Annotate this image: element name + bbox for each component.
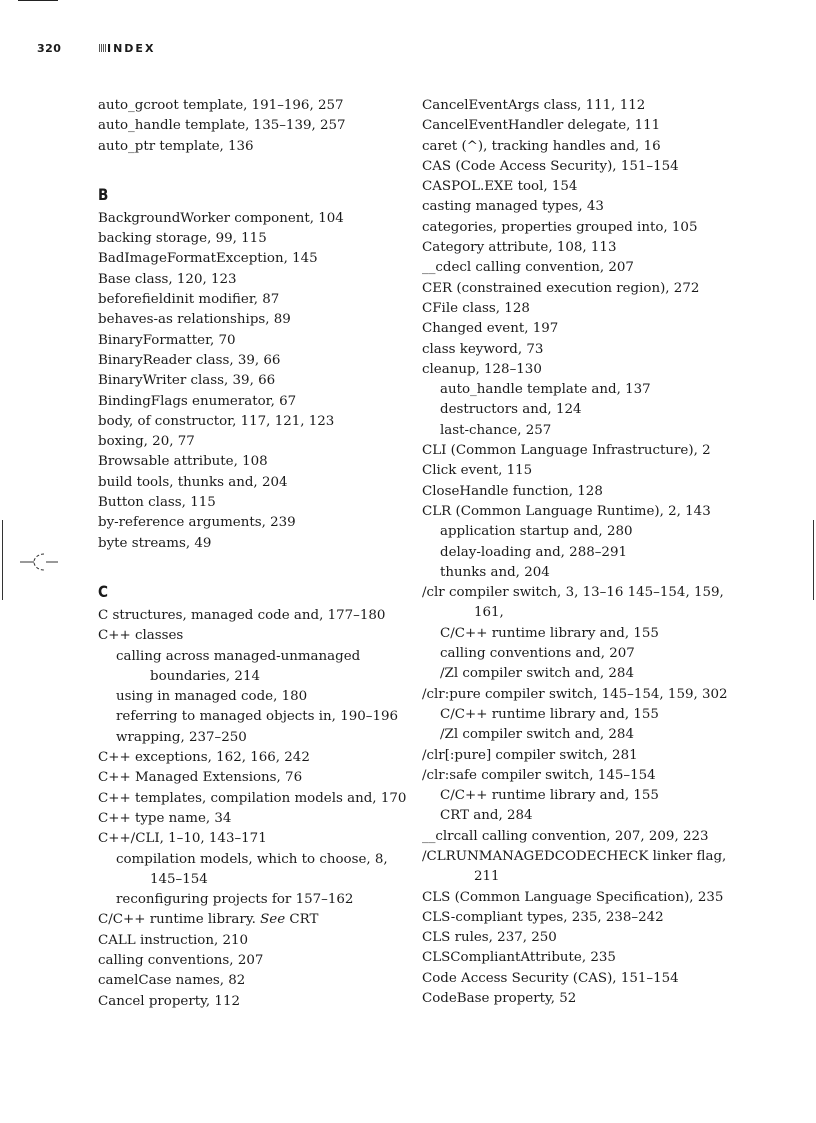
index-entry: casting managed types, 43 — [422, 199, 604, 215]
left-crop-mark — [2, 520, 3, 600]
index-entry: calling conventions, 207 — [98, 952, 264, 968]
index-entry: CancelEventArgs class, 111, 112 — [422, 98, 646, 113]
index-continuation: 161, — [474, 605, 504, 621]
index-continuation: 211 — [474, 869, 500, 885]
index-entry: boxing, 20, 77 — [98, 434, 195, 450]
index-entry: CLS (Common Language Specification), 235 — [422, 889, 724, 905]
index-entry: BadImageFormatException, 145 — [98, 251, 318, 267]
index-entry: Base class, 120, 123 — [98, 271, 237, 287]
index-entry: CodeBase property, 52 — [422, 991, 577, 1007]
index-entry: CLI (Common Language Infrastructure), 2 — [422, 443, 711, 459]
index-entry: cleanup, 128–130 — [422, 361, 542, 377]
top-crop-rule — [18, 0, 58, 1]
index-entry: /CLRUNMANAGEDCODECHECK linker flag, — [422, 848, 727, 864]
index-entry: auto_handle template, 135–139, 257 — [98, 118, 346, 134]
index-subentry: C/C++ runtime library and, 155 — [440, 788, 659, 804]
index-subentry: destructors and, 124 — [440, 402, 582, 418]
index-entry: /clr compiler switch, 3, 13–16 145–154, 159, — [422, 585, 724, 601]
index-subentry: referring to managed objects in, 190–196 — [116, 709, 399, 725]
index-subentry: auto_handle template and, 137 — [440, 382, 651, 398]
index-entry: C++ templates, compilation models and, 170 — [98, 790, 407, 806]
index-subentry: compilation models, which to choose, 8, — [116, 851, 388, 867]
section-title: INDEX — [107, 42, 156, 55]
index-entry: Changed event, 197 — [422, 321, 559, 337]
index-entry: build tools, thunks and, 204 — [98, 474, 288, 490]
index-entry: C++ Managed Extensions, 76 — [98, 770, 303, 786]
index-entry: behaves-as relationships, 89 — [98, 312, 291, 328]
index-subentry: thunks and, 204 — [440, 564, 550, 580]
index-entry: CFile class, 128 — [422, 300, 530, 316]
index-subentry: delay-loading and, 288–291 — [440, 544, 627, 560]
index-entry: C++ exceptions, 162, 166, 242 — [98, 750, 310, 766]
index-subentry: C/C++ runtime library and, 155 — [440, 625, 659, 641]
right-crop-mark — [813, 520, 814, 600]
index-subentry: reconfiguring projects for 157–162 — [116, 892, 354, 908]
index-entry: BinaryFormatter, 70 — [98, 332, 236, 348]
index-entry: C structures, managed code and, 177–180 — [98, 607, 386, 623]
letter-heading-c: C — [98, 581, 108, 601]
index-entry: CancelEventHandler delegate, 111 — [422, 118, 661, 134]
index-entry: /clr[:pure] compiler switch, 281 — [422, 747, 638, 763]
index-entry: C++ classes — [98, 628, 184, 644]
index-entry: CLS rules, 237, 250 — [422, 930, 557, 946]
index-subentry: /Zl compiler switch and, 284 — [440, 727, 634, 743]
index-entry: backing storage, 99, 115 — [98, 231, 267, 247]
index-entry: by-reference arguments, 239 — [98, 515, 296, 531]
index-entry: __clrcall calling convention, 207, 209, 223 — [422, 828, 709, 844]
index-continuation: boundaries, 214 — [150, 668, 260, 684]
index-entry: CASPOL.EXE tool, 154 — [422, 179, 578, 195]
index-entry-see-crt — [98, 910, 408, 930]
index-entry: Click event, 115 — [422, 463, 533, 479]
registration-mark — [20, 550, 60, 574]
index-subentry: CRT and, 284 — [440, 808, 533, 824]
index-entry: CloseHandle function, 128 — [422, 483, 603, 499]
index-entry: C++ type name, 34 — [98, 810, 232, 826]
letter-heading-b: B — [98, 184, 109, 204]
index-subentry: /Zl compiler switch and, 284 — [440, 666, 634, 682]
index-subentry: application startup and, 280 — [440, 524, 633, 540]
see-reference: See — [260, 912, 286, 928]
index-entry: BinaryReader class, 39, 66 — [98, 352, 281, 368]
index-entry: __cdecl calling convention, 207 — [422, 260, 634, 276]
index-subentry: wrapping, 237–250 — [116, 729, 247, 745]
index-entry: Cancel property, 112 — [98, 993, 240, 1009]
index-entry: BackgroundWorker component, 104 — [98, 210, 344, 226]
index-entry: Code Access Security (CAS), 151–154 — [422, 970, 679, 986]
index-entry: Category attribute, 108, 113 — [422, 240, 617, 256]
index-entry: auto_ptr template, 136 — [98, 138, 254, 154]
index-entry: CALL instruction, 210 — [98, 932, 249, 948]
see-target: CRT — [285, 912, 319, 928]
index-entry: categories, properties grouped into, 105 — [422, 219, 698, 235]
index-entry: CLSCompliantAttribute, 235 — [422, 950, 616, 966]
index-entry: class keyword, 73 — [422, 341, 544, 357]
index-entry: BindingFlags enumerator, 67 — [98, 393, 297, 409]
page-number: 320 — [37, 42, 62, 55]
index-continuation: 145–154 — [150, 871, 208, 887]
index-subentry: last-chance, 257 — [440, 422, 552, 438]
index-entry: byte streams, 49 — [98, 535, 212, 551]
index-entry: BinaryWriter class, 39, 66 — [98, 373, 276, 389]
index-entry: CLR (Common Language Runtime), 2, 143 — [422, 503, 711, 519]
index-entry: /clr:pure compiler switch, 145–154, 159, 302 — [422, 686, 728, 702]
index-subentry: using in managed code, 180 — [116, 689, 308, 705]
entry-text: C/C++ runtime library. — [98, 912, 261, 928]
index-entry: camelCase names, 82 — [98, 973, 246, 989]
left-index-column — [98, 96, 408, 1012]
header-separator-icon — [99, 44, 106, 52]
index-entry: caret (^), tracking handles and, 16 — [422, 138, 661, 154]
index-entry: CLS-compliant types, 235, 238–242 — [422, 909, 664, 925]
index-entry: auto_gcroot template, 191–196, 257 — [98, 98, 344, 113]
index-entry: CER (constrained execution region), 272 — [422, 280, 700, 296]
index-subentry: calling across managed-unmanaged — [116, 648, 361, 664]
index-subentry: C/C++ runtime library and, 155 — [440, 706, 659, 722]
right-index-column — [422, 96, 752, 1009]
index-entry: beforefieldinit modifier, 87 — [98, 292, 280, 308]
index-entry: body, of constructor, 117, 121, 123 — [98, 413, 335, 429]
index-entry: Button class, 115 — [98, 495, 216, 511]
index-entry: C++/CLI, 1–10, 143–171 — [98, 831, 267, 847]
index-entry: /clr:safe compiler switch, 145–154 — [422, 767, 656, 783]
index-entry: Browsable attribute, 108 — [98, 454, 268, 470]
index-subentry: calling conventions and, 207 — [440, 646, 635, 662]
index-entry: CAS (Code Access Security), 151–154 — [422, 158, 679, 174]
